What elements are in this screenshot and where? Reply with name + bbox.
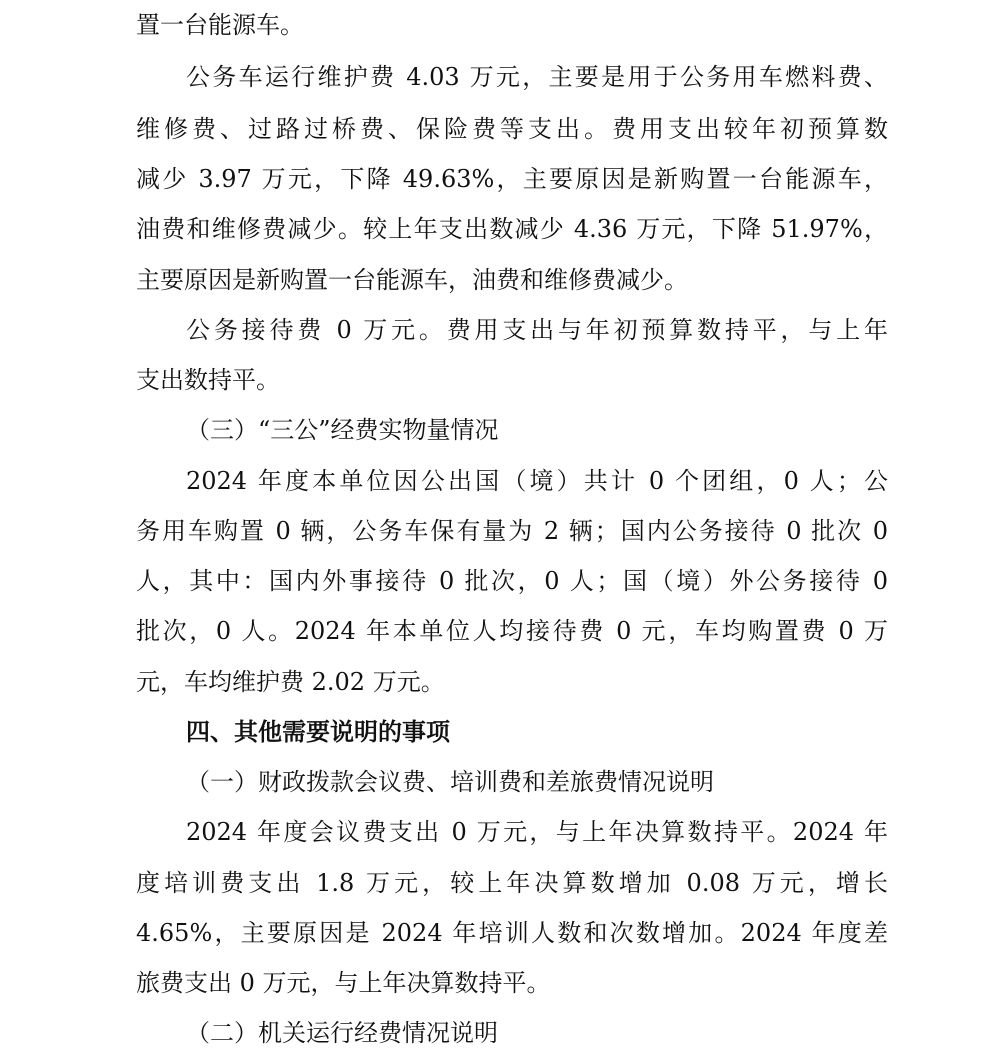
paragraph-line: 务用车购置 0 辆，公务车保有量为 2 辆；国内公务接待 0 批次 0 — [136, 517, 888, 545]
paragraph-line: 减少 3.97 万元，下降 49.63%，主要原因是新购置一台能源车， — [136, 165, 888, 193]
paragraph-line: 油费和维修费减少。较上年支出数减少 4.36 万元，下降 51.97%， — [136, 215, 888, 243]
paragraph-line: 2024 年度本单位因公出国（境）共计 0 个团组，0 人；公 — [186, 467, 888, 495]
paragraph-line: 4.65%，主要原因是 2024 年培训人数和次数增加。2024 年度差 — [136, 919, 888, 947]
paragraph-line: 人，其中：国内外事接待 0 批次，0 人；国（境）外公务接待 0 — [136, 567, 888, 595]
paragraph-line: 2024 年度会议费支出 0 万元，与上年决算数持平。2024 年 — [186, 818, 888, 846]
subsection-heading: （二）机关运行经费情况说明 — [186, 1019, 498, 1047]
paragraph-line: 度培训费支出 1.8 万元，较上年决算数增加 0.08 万元，增长 — [136, 869, 888, 897]
paragraph-line: 支出数持平。 — [136, 366, 280, 394]
subsection-heading: （一）财政拨款会议费、培训费和差旅费情况说明 — [186, 768, 714, 796]
paragraph-line: 批次，0 人。2024 年本单位人均接待费 0 元，车均购置费 0 万 — [136, 617, 888, 645]
paragraph-line: 旅费支出 0 万元，与上年决算数持平。 — [136, 969, 551, 997]
paragraph-line: 置一台能源车。 — [136, 11, 304, 39]
paragraph-line: 主要原因是新购置一台能源车，油费和维修费减少。 — [136, 266, 688, 294]
paragraph-line: 元，车均维护费 2.02 万元。 — [136, 668, 445, 696]
paragraph-line: 公务车运行维护费 4.03 万元，主要是用于公务用车燃料费、 — [186, 63, 888, 91]
paragraph-line: 公务接待费 0 万元。费用支出与年初预算数持平，与上年 — [186, 316, 888, 344]
subsection-heading: （三）“三公”经费实物量情况 — [186, 416, 499, 444]
section-heading: 四、其他需要说明的事项 — [186, 718, 450, 746]
paragraph-line: 维修费、过路过桥费、保险费等支出。费用支出较年初预算数 — [136, 115, 888, 143]
